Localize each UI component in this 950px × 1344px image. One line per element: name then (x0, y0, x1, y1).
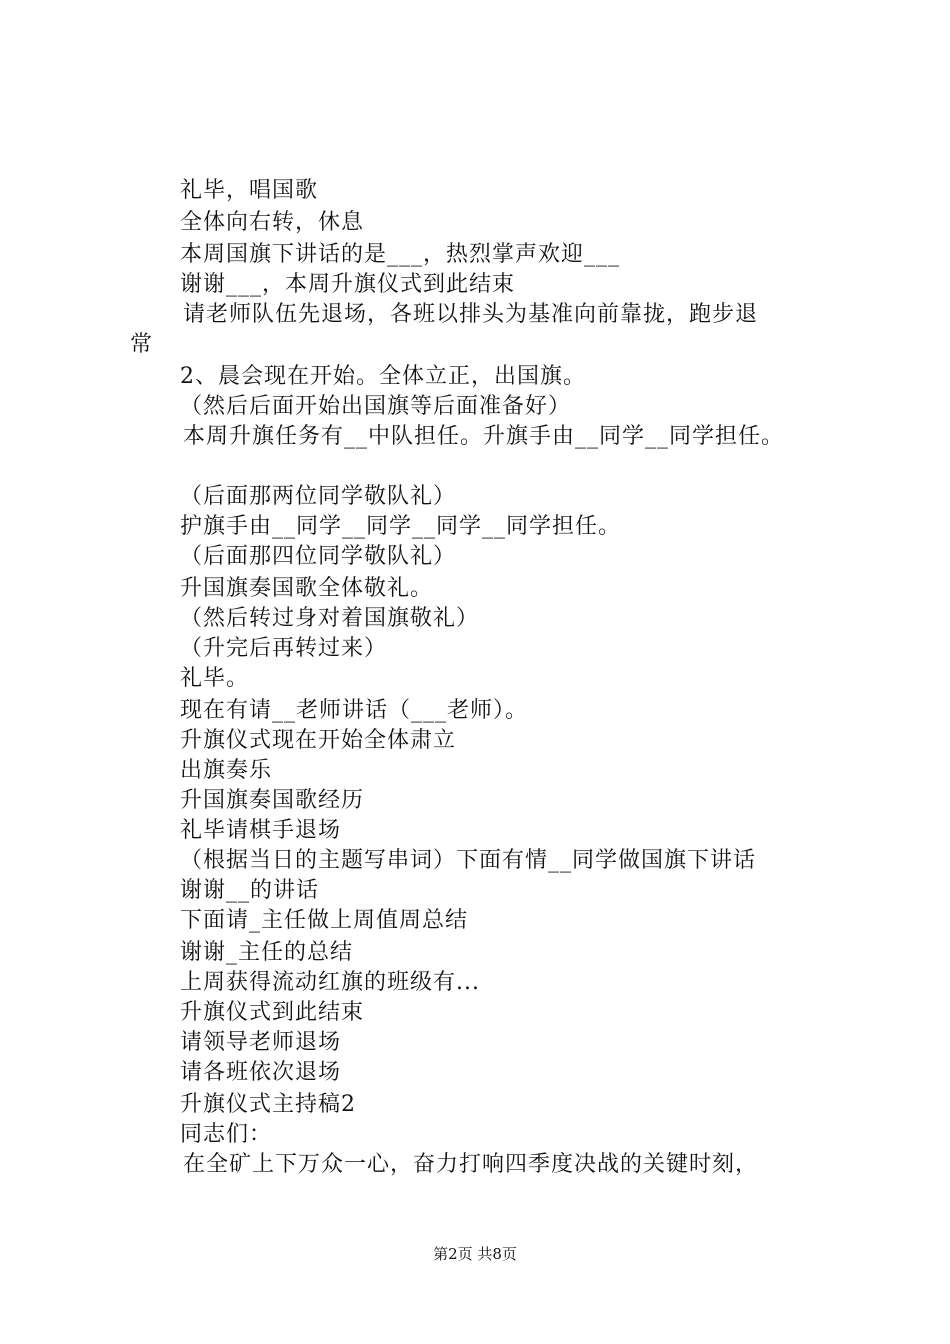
text-line: 请各班依次退场 (180, 1060, 342, 1085)
text-line: （升完后再转过来） (180, 636, 388, 661)
text-line: 升国旗奏国歌全体敬礼。 (180, 576, 434, 601)
text-line: 在全矿上下万众一心，奋力打响四季度决战的关键时刻， (183, 1152, 759, 1177)
text-line: 谢谢_主任的总结 (180, 940, 354, 965)
text-line: 常 (130, 332, 154, 357)
text-line: 上周获得流动红旗的班级有... (180, 970, 480, 995)
text-line: 出旗奏乐 (180, 758, 273, 783)
text-line: （根据当日的主题写串词）下面有情__同学做国旗下讲话 (180, 848, 757, 873)
text-line: 本周升旗任务有__中队担任。升旗手由__同学__同学担任。 (183, 424, 785, 449)
text-line: 谢谢__的讲话 (180, 878, 320, 903)
text-line: 护旗手由__同学__同学__同学__同学担任。 (180, 514, 622, 539)
text-line: 礼毕，唱国歌 (180, 178, 319, 203)
text-line: 2、晨会现在开始。全体立正，出国旗。 (180, 364, 586, 389)
text-line: （然后后面开始出国旗等后面准备好） (180, 394, 572, 419)
text-line: 升旗仪式现在开始全体肃立 (180, 728, 457, 753)
text-line: 本周国旗下讲话的是___，热烈掌声欢迎___ (180, 242, 621, 267)
text-line: 请老师队伍先退场，各班以排头为基准向前靠拢，跑步退 (183, 302, 759, 327)
text-line: （后面那两位同学敬队礼） (180, 484, 457, 509)
text-line: 礼毕。 (180, 666, 250, 691)
text-line: 礼毕请棋手退场 (180, 818, 342, 843)
text-line: 现在有请__老师讲话（___老师）。 (180, 698, 529, 723)
text-line: 升旗仪式主持稿2 (180, 1092, 356, 1117)
text-line: 下面请_主任做上周值周总结 (180, 908, 469, 933)
text-line: （然后转过身对着国旗敬礼） (180, 606, 480, 631)
text-line: 升旗仪式到此结束 (180, 1000, 365, 1025)
page-footer: 第2页 共8页 (433, 1245, 517, 1263)
text-line: （后面那四位同学敬队礼） (180, 544, 457, 569)
text-line: 升国旗奏国歌经历 (180, 788, 365, 813)
text-line: 全体向右转，休息 (180, 210, 365, 235)
text-line: 同志们： (180, 1122, 273, 1147)
text-line: 谢谢___，本周升旗仪式到此结束 (180, 272, 516, 297)
text-line: 请领导老师退场 (180, 1030, 342, 1055)
